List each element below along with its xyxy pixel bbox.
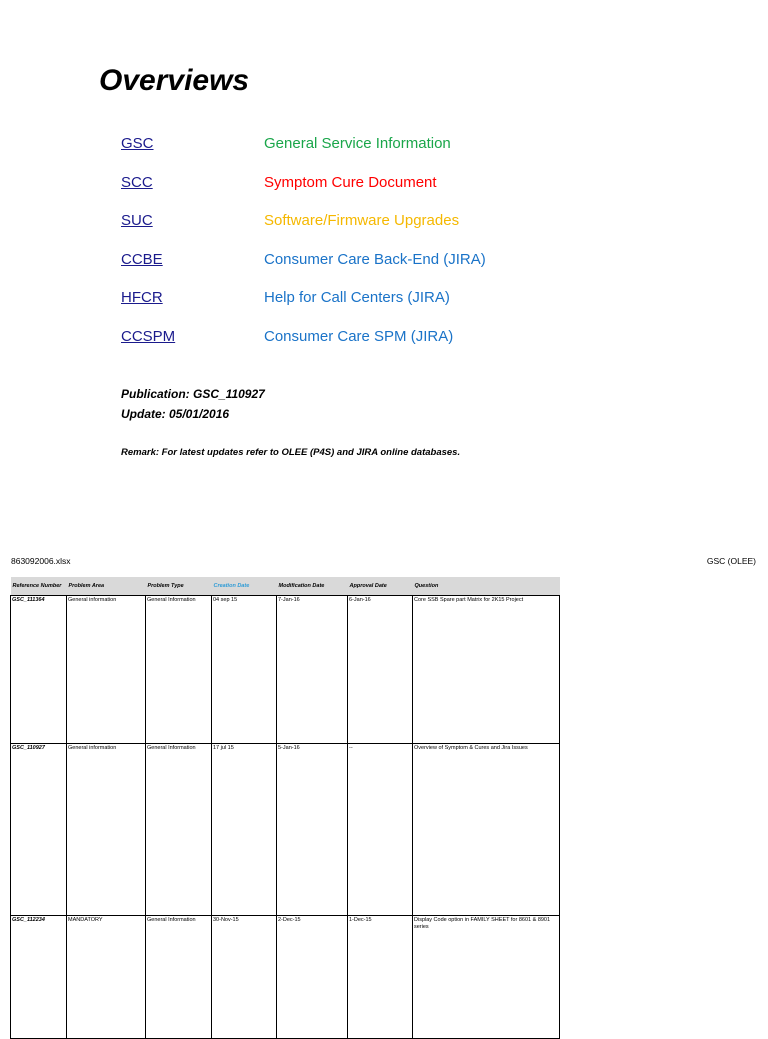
link-desc-ccspm: Consumer Care SPM (JIRA) (264, 327, 454, 345)
cell-question: Overview of Symptom & Cures and Jira Issues (413, 744, 560, 916)
header-problem-type: Problem Type (146, 577, 212, 596)
page-title: Overviews (99, 64, 250, 97)
link-desc-suc: Software/Firmware Upgrades (264, 212, 460, 230)
cell-approval-date: 6-Jan-16 (348, 596, 413, 744)
issues-table (10, 577, 560, 1039)
link-hfcr[interactable]: HFCR (121, 289, 163, 307)
table-header-row (11, 577, 560, 596)
link-ccspm[interactable]: CCSPM (121, 327, 176, 345)
cell-problem-type: General Information (146, 916, 212, 1039)
link-desc-ccbe: Consumer Care Back-End (JIRA) (264, 250, 486, 268)
link-row-suc (121, 210, 621, 249)
table-row (11, 744, 560, 916)
link-suc[interactable]: SUC (121, 212, 153, 230)
cell-problem-area: MANDATORY (67, 916, 146, 1039)
cell-modification-date: 2-Dec-15 (277, 916, 348, 1039)
cell-creation-date: 17 jul 15 (212, 744, 277, 916)
header-reference-number: Reference Number (11, 577, 67, 596)
link-row-hfcr (121, 287, 621, 326)
cell-reference: GSC_111364 (11, 596, 67, 744)
header-creation-date: Creation Date (212, 577, 277, 596)
header-problem-area: Problem Area (67, 577, 146, 596)
header-approval-date: Approval Date (348, 577, 413, 596)
cell-reference: GSC_112234 (11, 916, 67, 1039)
header-question: Question (413, 577, 560, 596)
cell-question: Core SSB Spare part Matrix for 2K15 Project (413, 596, 560, 744)
cell-creation-date: 30-Nov-15 (212, 916, 277, 1039)
link-row-gsc (121, 133, 621, 172)
cell-problem-type: General Information (146, 744, 212, 916)
cell-approval-date: -- (348, 744, 413, 916)
link-row-scc (121, 172, 621, 211)
link-ccbe[interactable]: CCBE (121, 250, 163, 268)
cell-modification-date: 7-Jan-16 (277, 596, 348, 744)
link-row-ccbe (121, 249, 621, 288)
cell-approval-date: 1-Dec-15 (348, 916, 413, 1039)
publication-label: Publication: GSC_110927 (121, 387, 265, 401)
cell-problem-type: General Information (146, 596, 212, 744)
link-desc-scc: Symptom Cure Document (264, 173, 437, 191)
cell-reference: GSC_110927 (11, 744, 67, 916)
footer-file-name: 863092006.xlsx (11, 556, 71, 566)
cell-modification-date: 5-Jan-16 (277, 744, 348, 916)
cell-question: Display Code option in FAMILY SHEET for 8601 & 8901 series (413, 916, 560, 1039)
cell-problem-area: General information (67, 596, 146, 744)
header-modification-date: Modification Date (277, 577, 348, 596)
table-row (11, 596, 560, 744)
link-desc-hfcr: Help for Call Centers (JIRA) (264, 289, 450, 307)
link-row-ccspm (121, 326, 621, 365)
overview-links (121, 133, 621, 365)
publication-info (121, 384, 265, 424)
link-scc[interactable]: SCC (121, 173, 153, 191)
cell-problem-area: General information (67, 744, 146, 916)
cell-creation-date: 04 sep 15 (212, 596, 277, 744)
remark-text: Remark: For latest updates refer to OLEE (P4S) and JIRA online databases. (121, 447, 461, 458)
footer-sheet-name: GSC (OLEE) (706, 556, 756, 566)
update-label: Update: 05/01/2016 (121, 407, 230, 421)
link-desc-gsc: General Service Information (264, 135, 451, 152)
link-gsc[interactable]: GSC (121, 135, 154, 152)
table-row (11, 916, 560, 1039)
